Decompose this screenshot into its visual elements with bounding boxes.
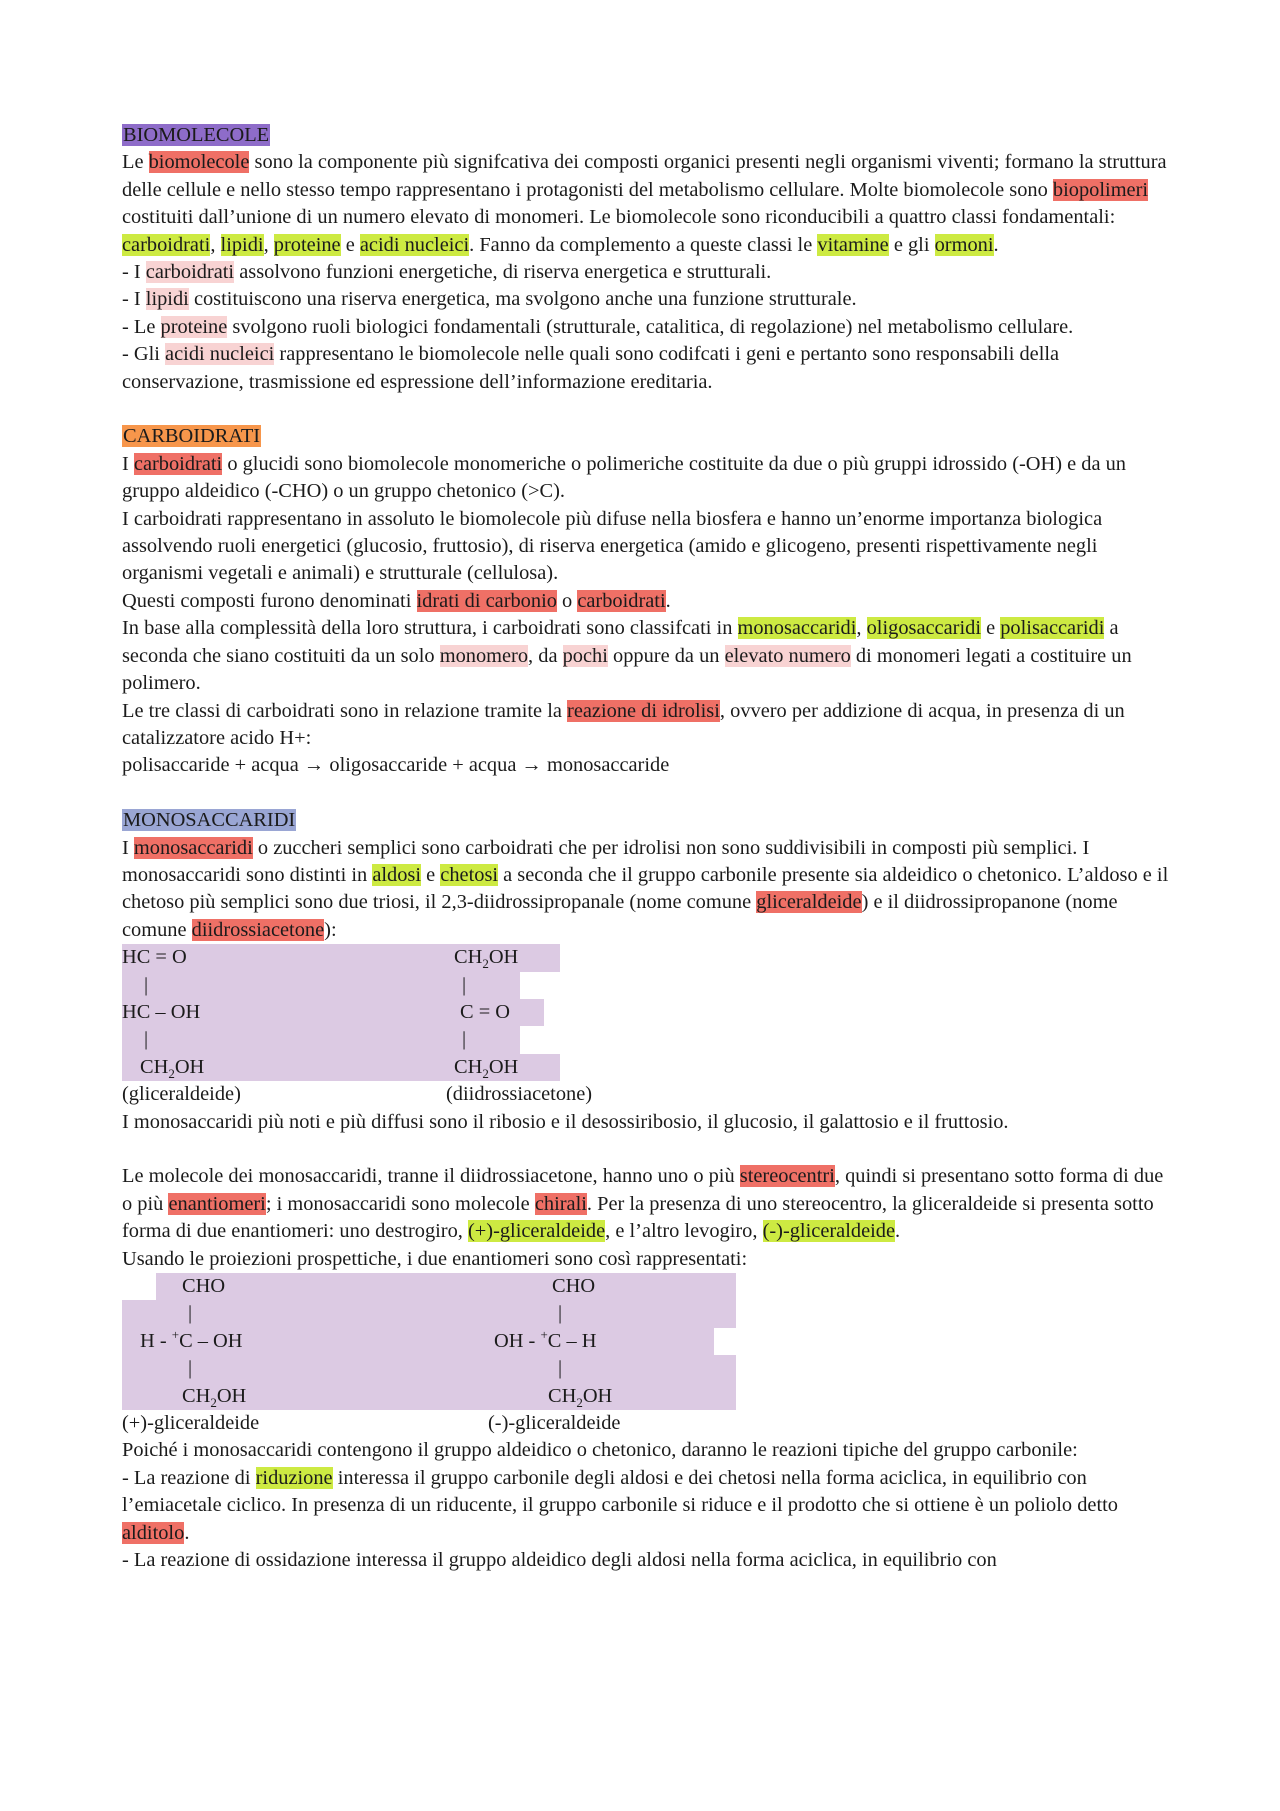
paragraph: Le molecole dei monosaccaridi, tranne il diidrossiacetone, hanno uno o più stereocentri, quindi si presentano sotto forma di due o più enantiomeri; i monosaccaridi sono molecole chirali. Per la presenza di uno stereocentro, la gliceraldeide si presenta sotto forma di due enantiomeri: uno destrogiro, (+)-gliceraldeide, e l’altro levogiro, (-)-gliceraldeide. [122, 1165, 1164, 1243]
paragraph: I monosaccaridi più noti e più diffusi sono il ribosio e il desossiribosio, il glucosio, il galattosio e il fruttosio. [122, 1110, 1009, 1133]
caption-right: (-)-gliceraldeide [488, 1411, 621, 1434]
caption-left: (+)-gliceraldeide [122, 1411, 260, 1434]
formula-bond: | [462, 973, 467, 996]
paragraph: Le tre classi di carboidrati sono in relazione tramite la reazione di idrolisi, ovvero per addizione di acqua, in presenza di un catalizzatore acido H+: [122, 699, 1125, 749]
formula-bond: | [144, 1028, 149, 1051]
formula-line: CHO [182, 1274, 226, 1297]
highlight-term: proteine [273, 233, 341, 256]
highlight-term: (-)-gliceraldeide [762, 1220, 896, 1243]
highlight-term: idrati di carbonio [416, 589, 557, 612]
highlight-term: carboidrati [577, 589, 666, 612]
highlight-term: acidi nucleici [359, 233, 470, 256]
caption-right: (diidrossiacetone) [446, 1083, 593, 1106]
highlight-term: monosaccaridi [133, 836, 253, 859]
highlight-term: reazione di idrolisi [567, 699, 720, 722]
highlight-term: proteine [160, 315, 228, 338]
section-biomolecole [122, 122, 1172, 149]
bullet-item: - Gli acidi nucleici rappresentano le biomolecole nelle quali sono codifcati i geni e pertanto sono responsabili della conservazione, trasmissione ed espressione dell’informazione ereditaria. [122, 343, 1060, 393]
formula-bond: | [188, 1357, 193, 1380]
section-carboidrati [122, 423, 1172, 450]
bullet-item: - La reazione di riduzione interessa il gruppo carbonile degli aldosi e dei chetosi nella forma aciclica, in equilibrio con l’emiacetale ciclico. In presenza di un riducente, il gruppo carbonile si riduce e il prodotto che si ottiene è un poliolo detto alditolo. [122, 1466, 1118, 1544]
highlight-term: monomero [439, 644, 529, 667]
formula-line: $CH_2OH$ [548, 1384, 613, 1410]
paragraph: Poiché i monosaccaridi contengono il gruppo aldeidico o chetonico, daranno le reazioni tipiche del gruppo carbonile: [122, 1439, 1078, 1462]
equation-line: polisaccaride + acqua → oligosaccaride + acqua → monosaccaride [122, 754, 670, 777]
formula-line: $CH_2OH$ [182, 1384, 247, 1410]
highlight-term: gliceraldeide [756, 891, 862, 914]
highlight-term: enantiomeri [168, 1192, 266, 1215]
highlight-term: (+)-gliceraldeide [467, 1220, 606, 1243]
formula-bond: | [558, 1357, 563, 1380]
highlight-term: acidi nucleici [165, 343, 275, 366]
highlight-term: alditolo [122, 1521, 185, 1544]
formula-line: H - +C – OH [140, 1326, 243, 1352]
highlight-term: monosaccaridi [737, 617, 857, 640]
formula-line: $CH_2OH$ [454, 1055, 519, 1081]
formula-line: C = O [460, 1000, 511, 1023]
highlight-term: diidrossiacetone [191, 918, 325, 941]
formula-line: $CH_2OH$ [140, 1055, 205, 1081]
formula-captions [122, 1410, 1172, 1437]
bullet-item: - La reazione di ossidazione interessa il gruppo aldeidico degli aldosi nella forma aciclica, in equilibrio con [122, 1548, 997, 1571]
highlight-term: pochi [562, 644, 608, 667]
highlight-term: carboidrati [145, 261, 235, 284]
highlight-term: biopolimeri [1052, 178, 1149, 201]
heading-carboidrati: CARBOIDRATI [123, 425, 261, 448]
structural-formulas-triosi [122, 944, 1172, 1081]
bullet-item: - Le proteine svolgono ruoli biologici fondamentali (strutturale, catalitica, di regolazione) nel metabolismo cellulare. [122, 315, 1074, 338]
bullet-item: - I lipidi costituiscono una riserva energetica, ma svolgono anche una funzione strutturale. [122, 288, 857, 311]
formula-line: OH - +C – H [494, 1326, 597, 1352]
formula-bond: | [558, 1302, 563, 1325]
bullet-item: - I carboidrati assolvono funzioni energetiche, di riserva energetica e strutturali. [122, 261, 772, 284]
formula-line: HC – OH [122, 1000, 201, 1023]
highlight-term: ormoni [934, 233, 994, 256]
formula-line: HC = O [122, 946, 187, 969]
paragraph: Le biomolecole sono la componente più signifcativa dei composti organici presenti negli organismi viventi; formano la struttura delle cellule e nello stesso tempo rappresentano i protagonisti del metabolismo cellulare. Molte biomolecole sono biopolimeri costituiti dall’unione di un numero elevato di monomeri. Le biomolecole sono riconducibili a quattro classi fondamentali: carboidrati, lipidi, proteine e acidi nucleici. Fanno da complemento a queste classi le vitamine e gli ormoni. [122, 151, 1167, 256]
highlight-term: biomolecole [148, 151, 250, 174]
caption-left: (gliceraldeide) [122, 1083, 241, 1106]
heading-monosaccaridi: MONOSACCARIDI [123, 809, 296, 832]
highlight-term: oligosaccaridi [866, 617, 981, 640]
paragraph: Usando le proiezioni prospettiche, i due enantiomeri sono così rappresentati: [122, 1247, 748, 1270]
formula-bond: | [188, 1302, 193, 1325]
formula-line: CHO [552, 1274, 596, 1297]
highlight-term: carboidrati [122, 233, 211, 256]
highlight-term: vitamine [817, 233, 889, 256]
highlight-term: polisaccaridi [1000, 617, 1105, 640]
highlight-term: riduzione [255, 1466, 333, 1489]
formula-bond: | [462, 1028, 467, 1051]
structural-formulas-enantiomeri [122, 1273, 1172, 1410]
highlight-term: chirali [534, 1192, 587, 1215]
formula-captions [122, 1081, 1172, 1108]
formula-line: $CH_2OH$ [454, 946, 519, 972]
paragraph: I carboidrati o glucidi sono biomolecole monomeriche o polimeriche costituite da due o più gruppi idrossido (-OH) e da un gruppo aldeidico (-CHO) o un gruppo chetonico (>C). [122, 452, 1127, 503]
highlight-term: carboidrati [133, 452, 223, 475]
heading-biomolecole: BIOMOLECOLE [123, 124, 270, 146]
highlight-term: aldosi [372, 863, 422, 886]
highlight-term: stereocentri [739, 1165, 835, 1188]
paragraph: I monosaccaridi o zuccheri semplici sono carboidrati che per idrolisi non sono suddivisibili in composti più semplici. I monosaccaridi sono distinti in aldosi e chetosi a seconda che il gruppo carbonile presente sia aldeidico o chetonico. L’aldoso e il chetoso più semplici sono due triosi, il 2,3-diidrossipropanale (nome comune gliceraldeide) e il diidrossipropanone (nome comune diidrossiacetone): [122, 836, 1169, 941]
highlight-term: elevato numero [724, 644, 851, 667]
paragraph: Questi composti furono denominati idrati di carbonio o carboidrati. [122, 589, 671, 612]
formula-bond: | [144, 973, 149, 996]
document-page [122, 122, 1172, 1574]
paragraph: I carboidrati rappresentano in assoluto le biomolecole più difuse nella biosfera e hanno un’enorme importanza biologica assolvendo ruoli energetici (glucosio, fruttosio), di riserva energetica (amido e glicogeno, presenti rispettivamente negli organismi vegetali e animali) e strutturale (cellulosa). [122, 507, 1103, 585]
highlight-term: chetosi [440, 863, 499, 886]
highlight-term: lipidi [145, 288, 189, 311]
paragraph: In base alla complessità della loro struttura, i carboidrati sono classifcati in monosaccaridi, oligosaccaridi e polisaccaridi a seconda che siano costituiti da un solo monomero, da pochi oppure da un elevato numero di monomeri legati a costituire un polimero. [122, 617, 1132, 695]
section-monosaccaridi [122, 807, 1172, 834]
highlight-term: lipidi [220, 233, 264, 256]
